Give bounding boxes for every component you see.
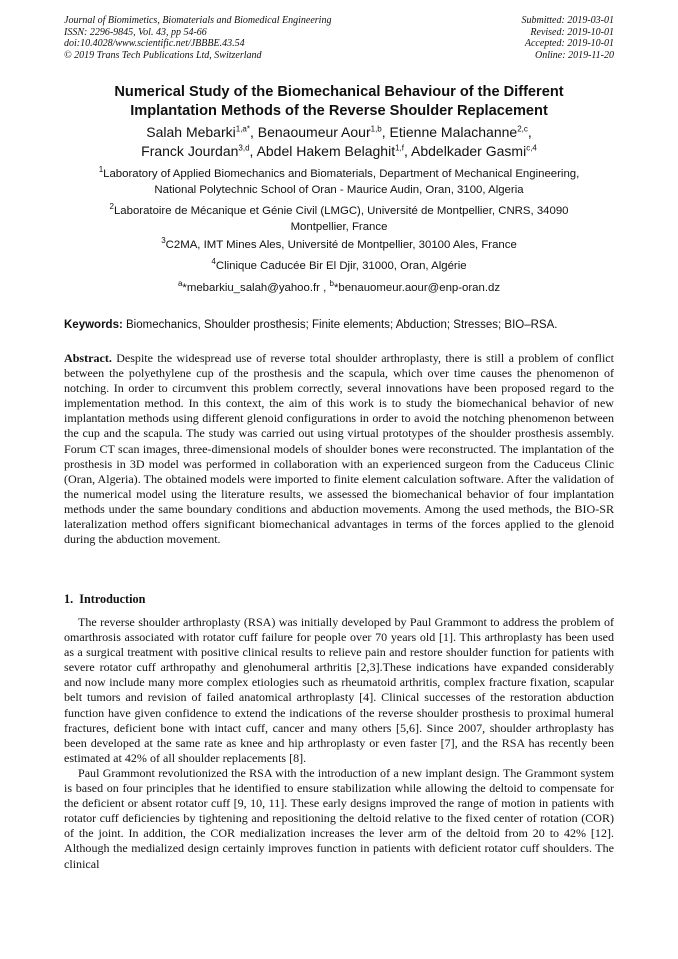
affiliation-text: Laboratory of Applied Biomechanics and Biomaterials, Department of Mechanical Engineering, xyxy=(103,168,580,180)
affiliation-text-cont: Montpellier, France xyxy=(290,220,388,233)
email-separator: , xyxy=(319,282,330,294)
email-mark-b: b xyxy=(329,279,334,289)
abstract-text: Despite the widespread use of reverse total shoulder arthroplasty, there is still a problem of conflict between the polyethylene cup of the prosthesis and the scapula, which over time causes the phenomenon of notching. In order to circumvent this problem correctly, several innovations have been proposed regard to the implementation method. In this context, the aim of this work is to study the biomechanical behavior of new implantation methods using different glenoid configurations in order to avoid the notching phenomenon between the cup and the scapula. The study was carried out using virtual prototypes of the shoulder prosthesis assembly. Forum CT scan images, three-dimensional models of shoulder bones were reconstructed. The implantation of the prosthesis in 3D model was performed in collaboration with an experienced surgeon from the Caduceus Clinic (Oran, Algeria). The obtained models were imported to finite element calculation software. After the validation of the numerical model using the literature results, we assessed the biomechanical behavior of four implantation methods under the same boundary conditions and abduction movements. Among the used methods, the BIO-SR lateralization method offers significant biomechanical advantages in terms of the forces applied to the glenoid during the abduction movement. xyxy=(64,351,614,547)
section-heading xyxy=(64,592,145,607)
author-line-1 xyxy=(40,123,638,142)
journal-header-left xyxy=(64,15,331,61)
affiliation-text-cont: National Polytechnic School of Oran - Maurice Audin, Oran, 3100, Algeria xyxy=(154,183,524,196)
affiliation-4 xyxy=(60,259,618,275)
copyright-line: © 2019 Trans Tech Publications Ltd, Switzerland xyxy=(64,49,262,61)
author-name: Abdel Hakem Belaghit xyxy=(256,143,396,159)
author-separator: , xyxy=(527,124,532,140)
email-a: *mebarkiu_salah@yahoo.fr xyxy=(182,282,320,294)
introduction xyxy=(64,615,614,872)
keywords-label: Keywords: xyxy=(64,319,123,331)
affiliation-1 xyxy=(60,167,618,198)
affiliation-text: Clinique Caducée Bir El Djir, 31000, Oran, Algérie xyxy=(215,260,467,272)
author-separator: , xyxy=(404,143,412,159)
title-line-2: Implantation Methods of the Reverse Shoulder Replacement xyxy=(130,102,548,119)
email-b: *benauomeur.aour@enp-oran.dz xyxy=(333,282,501,294)
author-affiliation-mark: 2,c xyxy=(517,124,528,134)
author-name: Etienne Malachanne xyxy=(389,124,518,140)
paper-title xyxy=(40,83,638,120)
title-line-1: Numerical Study of the Biomechanical Behaviour of the Different xyxy=(114,84,564,100)
author-affiliation-mark: 3,d xyxy=(238,143,250,153)
affiliation-text: C2MA, IMT Mines Ales, Université de Montpellier, 30100 Ales, France xyxy=(165,239,517,251)
author-affiliation-mark: 1,f xyxy=(395,143,404,153)
author-affiliation-mark: 1,b xyxy=(370,124,382,134)
author-separator: , xyxy=(249,124,258,140)
author-list xyxy=(40,123,638,161)
submitted-date: Submitted: 2019-03-01 xyxy=(521,15,614,26)
intro-paragraph-2: Paul Grammont revolutionized the RSA with the introduction of a new implant design. The Grammont system is based on four principles that he identified to ensure stabilization while allowing the deltoid to compensate for the deficient or absent rotator cuff [9, 10, 11]. These early designs improved the range of motion in patients with rotator cuff deficiencies by tightening and repositioning the deltoid relative to the fixed center of rotation (COR) of the joint. In addition, the COR medialization increases the lever arm of the deltoid from 20 to 42% [12]. Although the medialized design certainly improves function in patients with deficient rotator cuff shoulders. The clinical xyxy=(64,765,614,871)
email-line xyxy=(60,281,618,297)
author-affiliation-mark: 1,a* xyxy=(235,124,250,134)
issn-line: ISSN: 2296-9845, Vol. 43, pp 54-66 xyxy=(64,26,207,38)
author-separator: , xyxy=(381,124,390,140)
affiliation-2 xyxy=(60,204,618,235)
keywords-text: Biomechanics, Shoulder prosthesis; Finite elements; Abduction; Stresses; BIO–RSA. xyxy=(122,319,558,331)
abstract xyxy=(64,351,614,547)
author-affiliation-mark: c,4 xyxy=(526,143,537,153)
author-name: Benaoumeur Aour xyxy=(257,124,371,140)
intro-paragraph-1: The reverse shoulder arthroplasty (RSA) was initially developed by Paul Grammont to address the problem of omarthrosis associated with rotator cuff failure for people over 70 years old [1]. This arthroplasty has been used as a surgical treatment with positive clinical results to relieve pain and restore shoulder function for patients with severe rotator cuff arthropathy and glenohumeral arthritis [2,3].These indications have expanded considerably and now include many more complex etiologies such as rheumatoid arthritis, complex fracture fixation, scapular belt tumors and revision of failed anatomical arthroplasty [4]. Clinical successes of the restoration abduction function have given confidence to extend the indications of the reverse shoulder prosthesis to proximal humeral fractures, deficient bone with intact cuff, cancer and many others [5,6]. Since 2007, shoulder arthroplasty has been developed at the same rate as knee and hip arthroplasty or even faster [7], and the RSA has recently been estimated at 42% of all shoulder replacements [8]. xyxy=(64,615,614,765)
affiliation-mark: 4 xyxy=(211,257,216,267)
accepted-date: Accepted: 2019-10-01 xyxy=(524,38,614,50)
abstract-label: Abstract. xyxy=(64,351,112,365)
online-date: Online: 2019-11-20 xyxy=(535,49,614,61)
revised-date: Revised: 2019-10-01 xyxy=(530,26,614,38)
section-number: 1. xyxy=(64,592,74,606)
affiliation-mark: 1 xyxy=(98,165,104,175)
author-name: Franck Jourdan xyxy=(141,143,239,159)
affiliation-mark: 3 xyxy=(161,236,166,246)
author-name: Salah Mebarki xyxy=(146,124,236,140)
journal-header-right xyxy=(522,15,615,61)
doi-line: doi:10.4028/www.scientific.net/JBBBE.43.54 xyxy=(64,38,245,50)
affiliation-3 xyxy=(60,238,618,254)
section-title: Introduction xyxy=(79,592,146,606)
affiliation-text: Laboratoire de Mécanique et Génie Civil (LMGC), Université de Montpellier, CNRS, 34090 xyxy=(113,205,569,217)
affiliation-mark: 2 xyxy=(109,202,114,212)
author-name: Abdelkader Gasmi xyxy=(411,143,527,159)
keywords xyxy=(64,318,624,333)
author-line-2 xyxy=(40,142,638,161)
author-separator: , xyxy=(249,143,257,159)
journal-name: Journal of Biomimetics, Biomaterials and Biomedical Engineering xyxy=(64,15,332,26)
email-mark-a: a xyxy=(177,279,183,289)
